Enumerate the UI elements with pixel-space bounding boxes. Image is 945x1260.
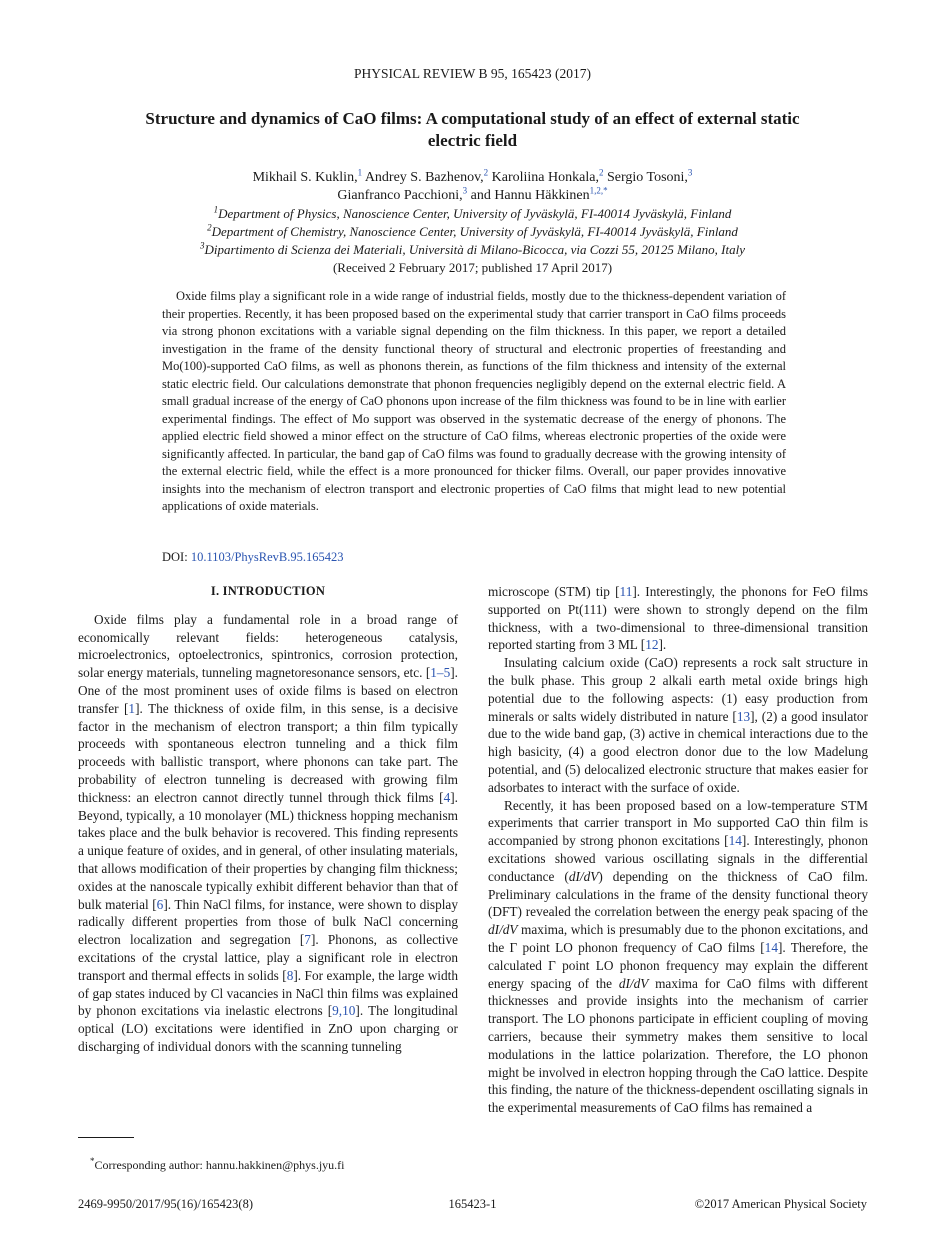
abstract: Oxide films play a significant role in a wide range of industrial fields, mostly due to the thickness-dependent variation of their properties. Recently, it has been proposed based on the experimental study that carrier transport in CaO films proceeds via strong phonon excitations with a variable signal depending on the film thickness. In this paper, we report a detailed investigation in the frame of the density functional theory of structural and electronic properties of freestanding and Mo(100)-supported CaO films, as well as phonons therein, as functions of the film thickness and intensity of the external static electric field. Our calculations demonstrate that phonon frequencies negligibly depend on the external electric field. A small gradual increase of the energy of CaO phonons upon increase of the film thickness was found to be in line with earlier experimental findings. The effect of Mo support was observed in the systematic decrease of the energy of phonons. The applied electric field showed a minor effect on the structure of CaO films, whereas electronic properties of the oxide were significantly affected. In particular, the band gap of CaO films was found to gradually decrease with the growing intensity of the external electric field, while the effect is a more pronounced for thicker films. Overall, our paper provides innovative insights into the mechanism of electron transport and electronic properties of CaO films that might lead to new potential applications of oxide materials. [162,289,786,513]
citation-link[interactable]: 9,10 [332,1003,356,1019]
paragraph: microscope (STM) tip [11]. Interestingly, the phonons for FeO films supported on Pt(111) were shown to strongly depend on the film thickness, with a two-dimensional to three-dimensional transition reported starting from 3 ML [12]. [488,584,868,653]
citation-link[interactable]: 11 [619,584,633,599]
footnote: *Corresponding author: hannu.hakkinen@phys.jyu.fi [90,1156,345,1172]
footer-copyright: ©2017 American Physical Society [694,1197,867,1211]
citation-link[interactable]: 1 [128,700,136,716]
citation-link[interactable]: 8 [286,967,294,983]
doi-line: DOI: 10.1103/PhysRevB.95.165423 [162,550,344,564]
paragraph: Recently, it has been proposed based on a low-temperature STM experiments that carrier transport in Mo supported CaO thin film is accompanied by strong phonon excitations [14]. Interestingly, phonon excitations showed various oscillating signals in the differential conductance (dI/dV) depending on the thickness of CaO film. Preliminary calculations in the frame of the density functional theory (DFT) revealed the correlation between the energy peak spacing of the dI/dV maxima, which is presumably due to the phonon excitations, and the Γ point LO phonon frequency of CaO films [14]. Therefore, the calculated Γ point LO phonon frequency may explain the different energy spacing of the dI/dV maxima for CaO films with different thicknesses and provide insights into the mechanism of carrier transport. The LO phonons participate in efficient coupling of moving carriers, because their symmetry makes them sensitive to local modulations in the lattice polarization. Therefore, the LO phonon might be involved in electron hopping through the CaO lattice. Despite this finding, the nature of the thickness-dependent oscillating signals in the experimental measurements of CaO films has remained a [488,797,868,1116]
citation-link[interactable]: 13 [736,708,751,724]
author-list [120,169,825,205]
citation-link[interactable]: 14 [764,939,778,955]
citation-link[interactable]: 12 [645,637,659,653]
section-heading: I. INTRODUCTION [210,584,326,598]
citation-link[interactable]: 7 [304,932,311,948]
affiliation: $^1$Department of Physics, Nanoscience Center, University of Jyväskylä, FI-40014 Jyväskylä, Finland [213,204,732,221]
author: Mikhail S. Kuklin,$^1$ [252,167,363,185]
paper-title: Structure and dynamics of CaO films: A computational study of an effect of external static electric field [145,109,800,150]
author: Karoliina Honkala,$^2$ [491,167,604,185]
author: Sergio Tosoni,$^3$ [606,167,693,185]
left-column [78,583,458,1056]
citation-link[interactable]: 4 [443,789,451,805]
affiliation: $^2$Department of Chemistry, Nanoscience Center, University of Jyväskylä, FI-40014 Jyväskylä, Finland [207,222,738,239]
doi-link[interactable]: 10.1103/PhysRevB.95.165423 [190,550,344,564]
right-column [488,583,868,1117]
author: and Hannu Häkkinen$^{1,2,*}$ [470,185,608,203]
received-dates: (Received 2 February 2017; published 17 April 2017) [332,260,613,275]
paragraph: Oxide films play a fundamental role in a broad range of economically relevant fields: heterogeneous catalysis, microelectronics, optoelectronics, spintronics, corrosion protection, solar energy materials, tunneling magnetoresonance sensors, etc. [1–5]. One of the most prominent uses of oxide films is based on electron transfer [1]. The thickness of oxide film, in this sense, is a decisive factor in the mechanism of electron transport; a thin film typically proceeds with spontaneous electron tunneling and a thick film proceeds with ballistic transport, where phonons can take part. The probability of electron tunneling is decreased with growing film thickness: an electron cannot directly tunnel through thick films [4]. Beyond, typically, a 10 monolayer (ML) thickness hopping mechanism takes place and the bulk behavior is recovered. This finding represents a unique feature of oxides, and in general, of other insulating materials, that allows modification of their properties by changing film thickness; oxides at the nanoscale typically exhibit different behavior than that of bulk material [6]. Thin NaCl films, for instance, were shown to display radically different properties from those of bulk NaCl concerning electron localization and segregation [7]. Phonons, as collective excitations of the crystal lattice, play a significant role in electron transport and thermal effects in solids [8]. For example, the large width of gap states induced by Cl vacancies in NaCl thin films was explained by phonon excitations via inelastic electrons [9,10]. The longitudinal optical (LO) excitations were identified in ZnO upon charging or discharging of individual donors with the scanning tunneling [78,611,459,1054]
citation-link[interactable]: 14 [728,833,742,849]
paragraph: Insulating calcium oxide (CaO) represents a rock salt structure in the bulk phase. This group 2 alkali earth metal oxide brings high potential due to the following aspects: (1) easy production from minerals or salts widely distributed in nature [13], (2) a good insulator due to the wide band gap, (3) active in chemical interactions due to the high basicity, (4) a good electron donor due to the low Madelung potential, and (5) delocalized electronic structure that makes easier for adsorbates to interact with the surface of oxide. [488,655,868,795]
citation-link[interactable]: 6 [156,896,164,912]
footnote-rule [78,1137,134,1138]
footer-page-number: 165423-1 [448,1197,497,1211]
affiliation: $^3$Dipartimento di Scienza dei Materiali, Università di Milano-Bicocca, via Cozzi 55, 20125 Milano, Italy [199,240,745,257]
running-head: PHYSICAL REVIEW B 95, 165423 (2017) [354,66,591,81]
citation-link[interactable]: 1–5 [430,665,451,681]
author: Andrey S. Bazhenov,$^2$ [364,167,489,185]
author: Gianfranco Pacchioni,$^3$ [337,185,468,203]
footer-issn: 2469-9950/2017/95(16)/165423(8) [78,1197,253,1211]
